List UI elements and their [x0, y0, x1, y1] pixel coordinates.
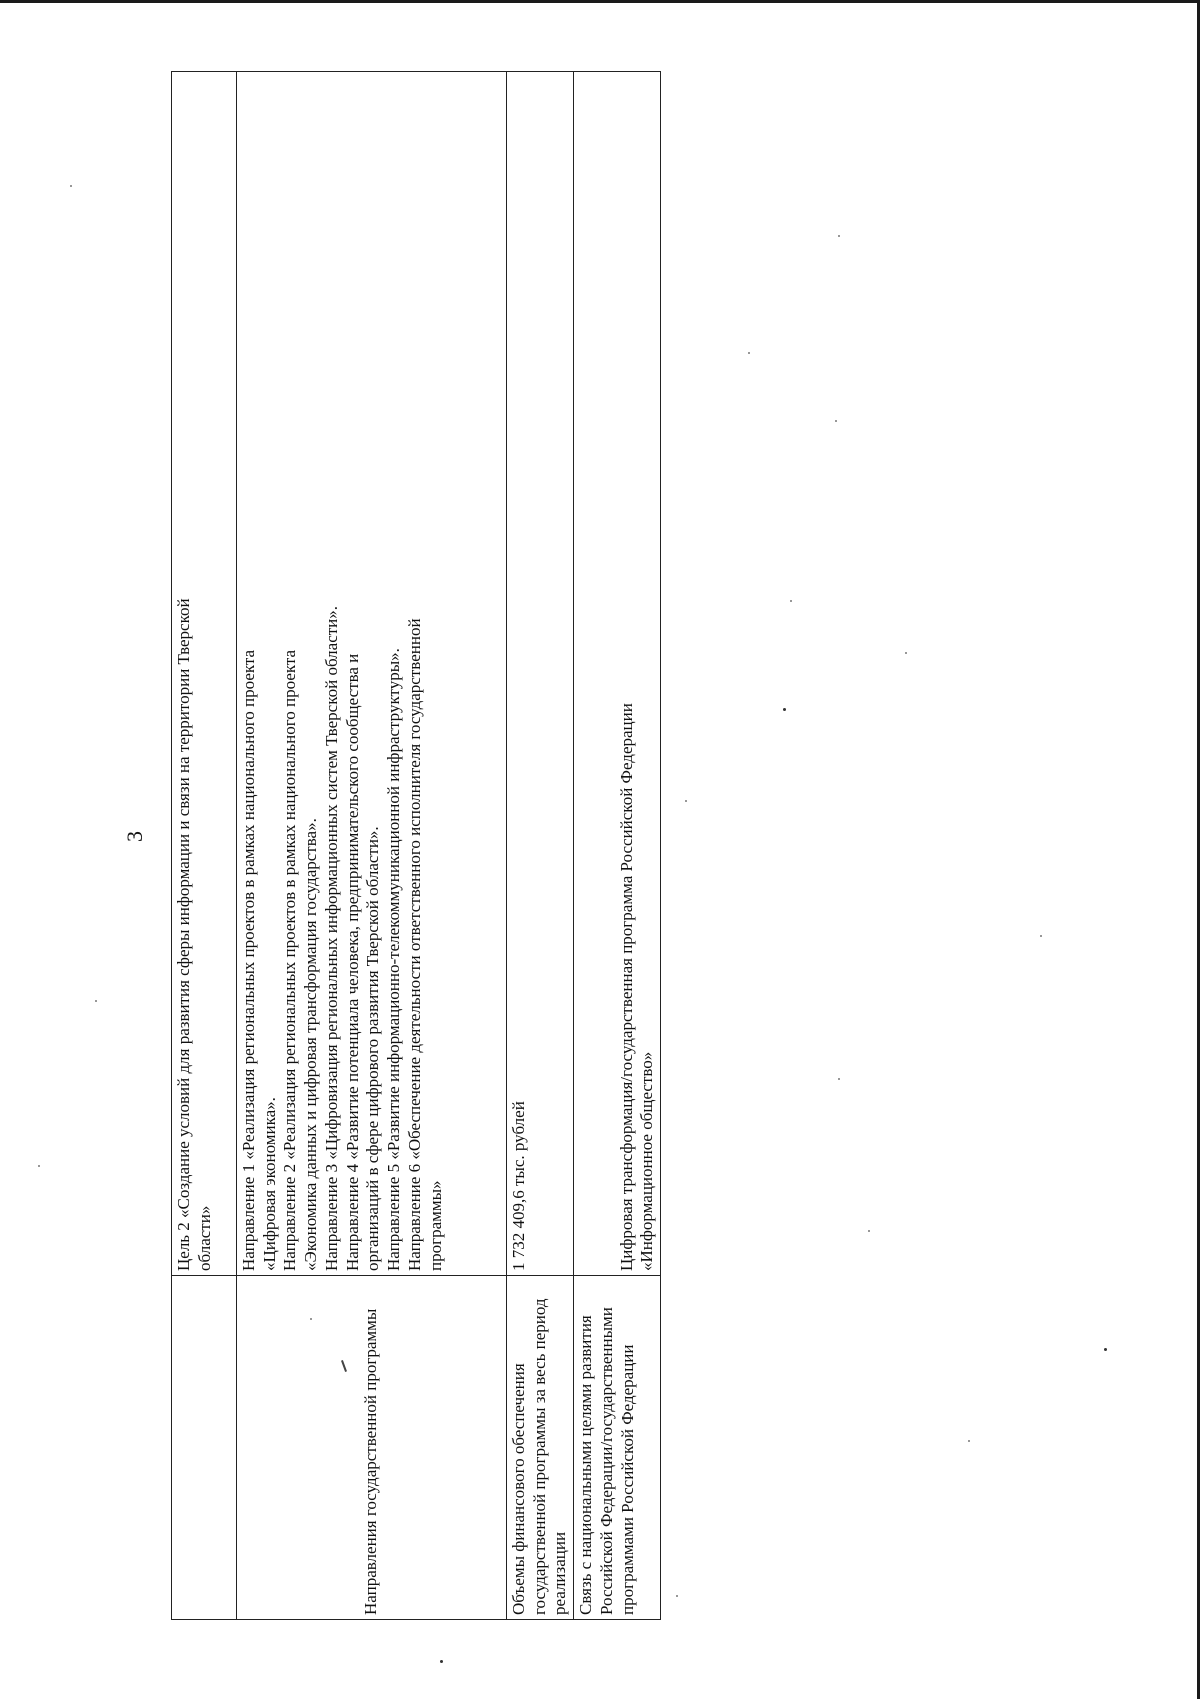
- scan-speck: [748, 352, 750, 354]
- table-row-financing: [507, 72, 574, 1620]
- text-line: «Информационное общество»: [637, 1051, 657, 1271]
- scan-speck: [783, 708, 786, 711]
- scan-border-top: [0, 0, 1200, 3]
- scan-speck: [310, 1318, 312, 1320]
- directions-value-cell: [237, 72, 507, 1276]
- text-line: Направление 5 «Развитие информационно-телекоммуникационной инфраструктуры».: [384, 648, 404, 1271]
- program-passport-table: [171, 71, 661, 1620]
- text-line: «Экономика данных и цифровая трансформация государства».: [301, 818, 321, 1271]
- goal-value-cell: [172, 72, 237, 1276]
- scan-speck: [38, 1165, 40, 1167]
- scan-speck: [838, 1078, 840, 1080]
- scan-speck: [868, 1230, 870, 1232]
- label-cell-empty: [172, 1276, 237, 1620]
- rotated-table-wrapper: [171, 90, 656, 1620]
- text-line: Направление 6 «Обеспечение деятельности ответственного исполнителя государственной: [404, 618, 424, 1271]
- scan-speck: [1040, 935, 1042, 937]
- page-number: 3: [122, 831, 147, 842]
- scan-speck: [70, 185, 72, 187]
- directions-label-cell: Направления государственной программы: [237, 1276, 507, 1620]
- scan-speck: [676, 1595, 678, 1597]
- scan-speck: [790, 600, 792, 602]
- scan-speck: [968, 1440, 970, 1442]
- text-line: Направление 1 «Реализация региональных проектов в рамках национального проекта: [239, 649, 258, 1271]
- financing-label-cell: Объемы финансового обеспечения государственной программы за весь период реализации: [507, 1276, 574, 1620]
- scan-speck: [685, 800, 687, 802]
- text-line: 1 732 409,6 тыс. рублей: [509, 1101, 528, 1271]
- text-line: программы»: [425, 1180, 445, 1271]
- table-row-national-goals: [574, 72, 661, 1620]
- financing-value-cell: [507, 72, 574, 1276]
- scan-speck: [835, 420, 837, 422]
- text-line: Направление 3 «Цифровизация региональных информационных систем Тверской области».: [321, 605, 341, 1271]
- text-line: области»: [194, 1205, 214, 1271]
- text-line: Цель 2 «Создание условий для развития сферы информации и связи на территории Тверской: [174, 598, 193, 1271]
- text-line: «Цифровая экономика».: [259, 1097, 279, 1271]
- table-row-directions: [237, 72, 507, 1620]
- table-row-goal: [172, 72, 237, 1620]
- text-line: Направление 2 «Реализация региональных проектов в рамках национального проекта: [280, 649, 300, 1271]
- text-line: Цифровая трансформация/государственная программа Российской Федерации: [616, 703, 636, 1271]
- scan-speck: [838, 235, 840, 237]
- national-goals-label-cell: Связь с национальными целями развития Российской Федерации/государственными программами Российской Федерации: [574, 1276, 661, 1620]
- scan-speck: [1104, 1348, 1107, 1351]
- scan-speck: [440, 1660, 443, 1663]
- text-line: организаций в сфере цифрового развития Тверской области».: [363, 826, 383, 1271]
- scan-speck: [905, 652, 907, 654]
- scan-speck: [95, 1000, 97, 1002]
- text-line: Направление 4 «Развитие потенциала человека, предпринимательского сообщества и: [342, 653, 362, 1271]
- national-goals-value-cell: [574, 72, 661, 1276]
